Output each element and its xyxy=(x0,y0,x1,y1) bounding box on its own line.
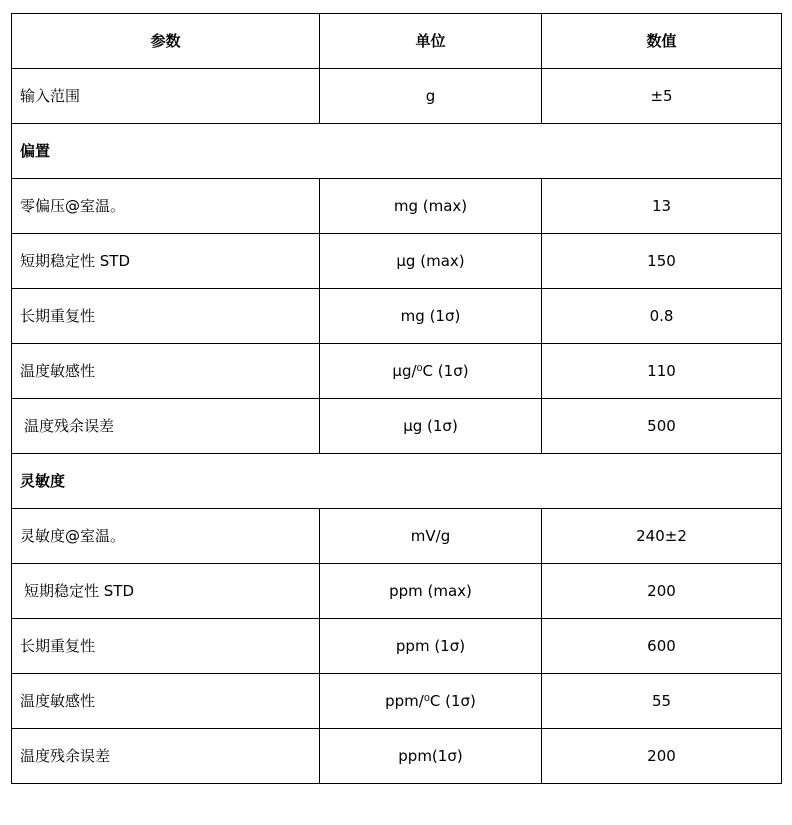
header-value: 数值 xyxy=(542,14,782,69)
param-cell: 零偏压@室温。 xyxy=(12,179,320,234)
param-cell: 长期重复性 xyxy=(12,289,320,344)
unit-cell: mV/g xyxy=(320,509,542,564)
param-cell: 温度敏感性 xyxy=(12,674,320,729)
table-row xyxy=(12,399,782,454)
unit-cell: g xyxy=(320,69,542,124)
spec-table xyxy=(11,13,782,784)
table-row xyxy=(12,69,782,124)
param-cell: 短期稳定性 STD xyxy=(12,234,320,289)
section-row xyxy=(12,124,782,179)
section-label: 偏置 xyxy=(12,124,782,179)
unit-cell: µg (max) xyxy=(320,234,542,289)
section-row xyxy=(12,454,782,509)
table-row xyxy=(12,179,782,234)
param-cell: 温度敏感性 xyxy=(12,344,320,399)
table-row xyxy=(12,674,782,729)
header-row xyxy=(12,14,782,69)
value-cell: 200 xyxy=(542,564,782,619)
param-cell: 温度残余误差 xyxy=(12,729,320,784)
value-cell: 200 xyxy=(542,729,782,784)
table-row xyxy=(12,344,782,399)
value-cell: 110 xyxy=(542,344,782,399)
unit-cell: mg (max) xyxy=(320,179,542,234)
unit-cell: mg (1σ) xyxy=(320,289,542,344)
table-body xyxy=(12,69,782,784)
table-row xyxy=(12,234,782,289)
param-cell: 短期稳定性 STD xyxy=(12,564,320,619)
value-cell: 13 xyxy=(542,179,782,234)
table-row xyxy=(12,564,782,619)
unit-cell: ppm (1σ) xyxy=(320,619,542,674)
param-cell: 输入范围 xyxy=(12,69,320,124)
table-row xyxy=(12,289,782,344)
value-cell: 0.8 xyxy=(542,289,782,344)
value-cell: 150 xyxy=(542,234,782,289)
value-cell: 55 xyxy=(542,674,782,729)
param-cell: 温度残余误差 xyxy=(12,399,320,454)
table-row xyxy=(12,619,782,674)
unit-cell: ppm/⁰C (1σ) xyxy=(320,674,542,729)
value-cell: 240±2 xyxy=(542,509,782,564)
value-cell: ±5 xyxy=(542,69,782,124)
unit-cell: µg/⁰C (1σ) xyxy=(320,344,542,399)
section-label: 灵敏度 xyxy=(12,454,782,509)
value-cell: 600 xyxy=(542,619,782,674)
param-cell: 灵敏度@室温。 xyxy=(12,509,320,564)
unit-cell: ppm(1σ) xyxy=(320,729,542,784)
param-cell: 长期重复性 xyxy=(12,619,320,674)
header-param: 参数 xyxy=(12,14,320,69)
table-row xyxy=(12,729,782,784)
table-header xyxy=(12,14,782,69)
value-cell: 500 xyxy=(542,399,782,454)
table-row xyxy=(12,509,782,564)
header-unit: 单位 xyxy=(320,14,542,69)
unit-cell: ppm (max) xyxy=(320,564,542,619)
unit-cell: µg (1σ) xyxy=(320,399,542,454)
